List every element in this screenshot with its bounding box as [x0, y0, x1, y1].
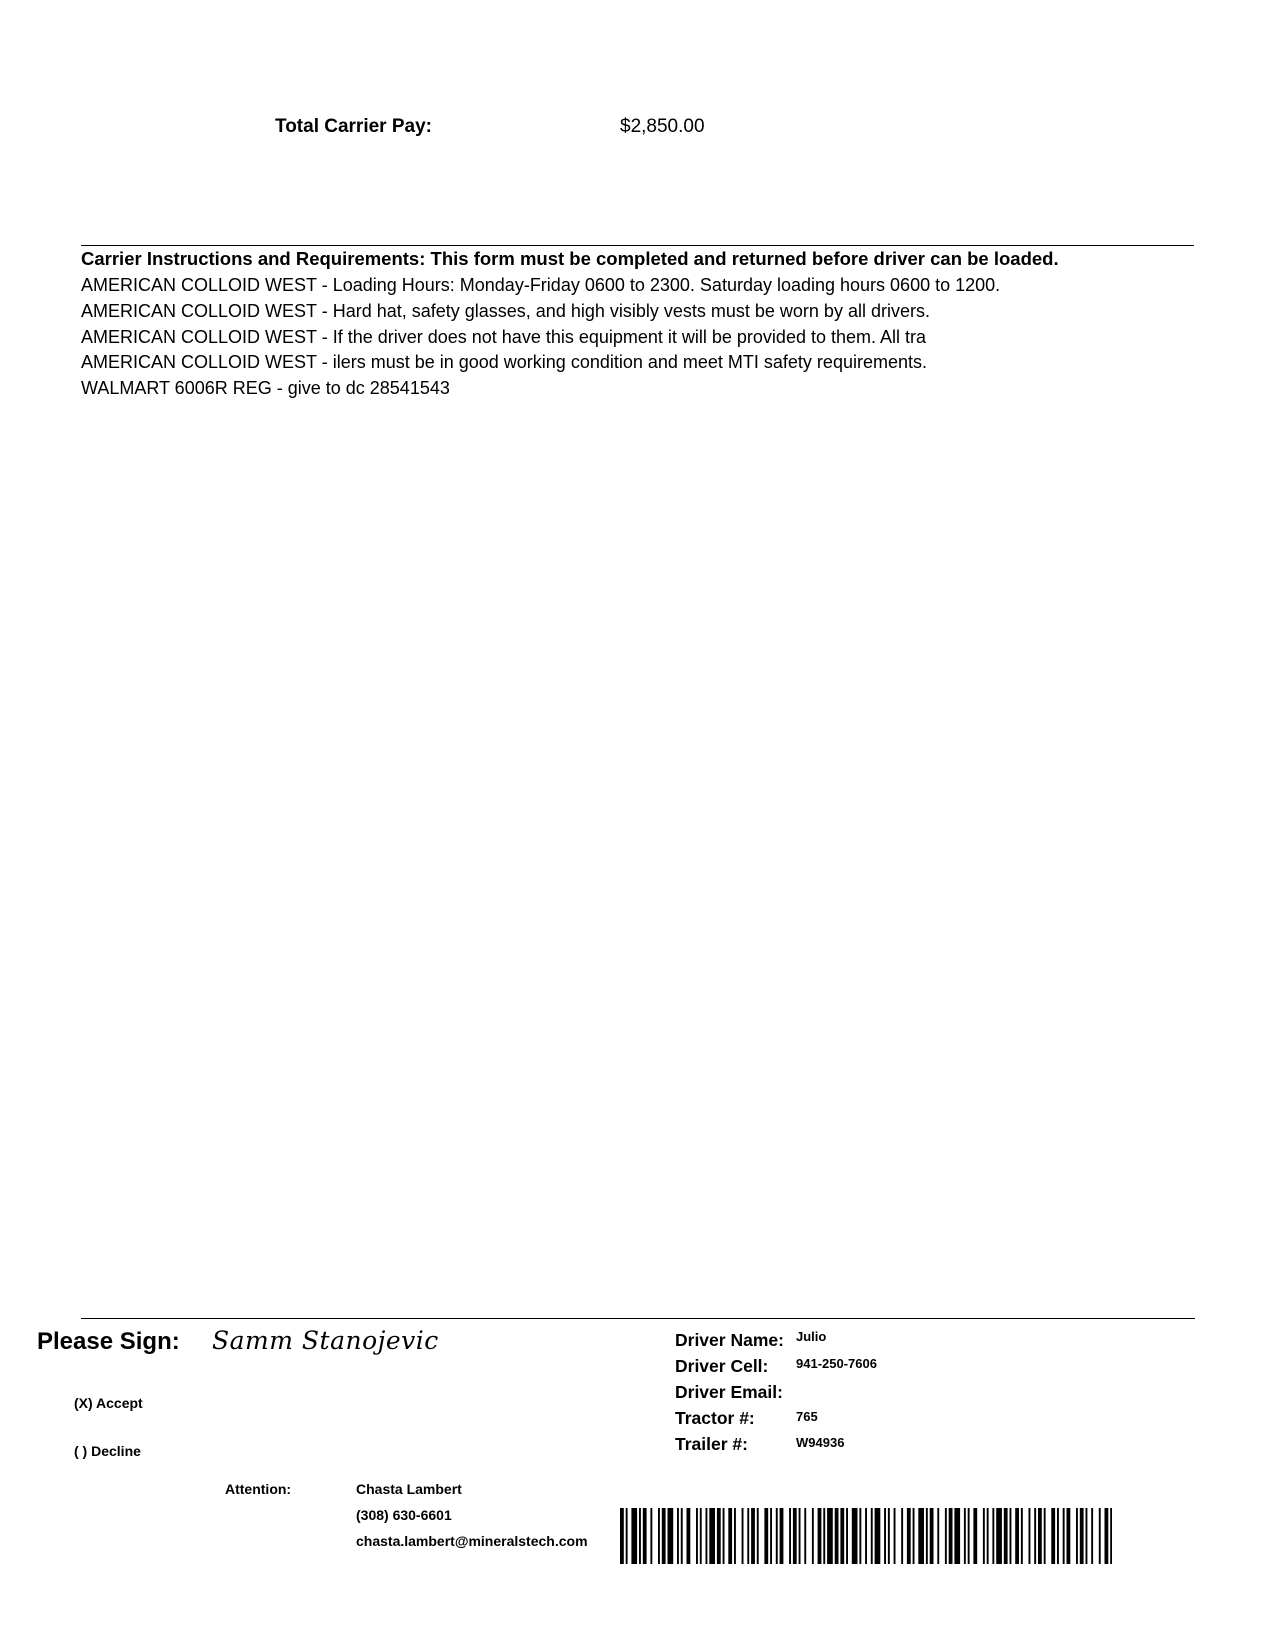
barcode-bar — [945, 1508, 947, 1564]
barcode-bar — [757, 1508, 759, 1564]
barcode-bar — [717, 1508, 721, 1564]
instruction-line: AMERICAN COLLOID WEST - Hard hat, safety glasses, and high visibly vests must be worn by all drivers. — [81, 300, 930, 321]
trailer-value: W94936 — [796, 1435, 845, 1450]
barcode-bar — [987, 1508, 989, 1564]
total-carrier-pay-value: $2,850.00 — [620, 116, 705, 137]
barcode-bar — [776, 1508, 778, 1564]
decline-option[interactable]: ( ) Decline — [74, 1443, 141, 1459]
tractor-value: 765 — [796, 1409, 818, 1424]
barcode-bar — [770, 1508, 772, 1564]
barcode-bar — [789, 1508, 791, 1564]
signature-image: Samm Stanojevic — [212, 1326, 439, 1355]
barcode-bar — [658, 1508, 660, 1564]
barcode-bar — [1015, 1508, 1019, 1564]
barcode-bar — [650, 1508, 652, 1564]
signature-top-rule — [81, 1318, 1195, 1319]
barcode-bar — [764, 1508, 768, 1564]
barcode-bar — [852, 1508, 858, 1564]
barcode-bar — [1029, 1508, 1031, 1564]
barcode-bar — [1051, 1508, 1055, 1564]
barcode-bar — [823, 1508, 825, 1564]
instructions-top-rule — [81, 245, 1194, 246]
barcode-bar — [888, 1508, 890, 1564]
barcode-bar — [968, 1508, 970, 1564]
instruction-line: AMERICAN COLLOID WEST - Loading Hours: Monday-Friday 0600 to 2300. Saturday loading hours 0600 to 1200. — [81, 275, 1001, 295]
barcode-bar — [930, 1508, 934, 1564]
barcode-bar — [983, 1508, 985, 1564]
barcode-bar — [728, 1508, 732, 1564]
barcode-bar — [1076, 1508, 1078, 1564]
barcode-bar — [700, 1508, 702, 1564]
barcode-bar — [681, 1508, 683, 1564]
instructions-list — [81, 273, 1081, 402]
barcode-bar — [1099, 1508, 1101, 1564]
barcode-bar — [875, 1508, 881, 1564]
barcode-bar — [859, 1508, 861, 1564]
barcode-bar — [804, 1508, 806, 1564]
barcode-bar — [840, 1508, 844, 1564]
driver-cell-value: 941-250-7606 — [796, 1356, 877, 1371]
barcode-bar — [1057, 1508, 1059, 1564]
barcode-bar — [668, 1508, 674, 1564]
barcode-bar — [747, 1508, 749, 1564]
driver-email-label: Driver Email: — [675, 1382, 783, 1402]
barcode-bar — [1038, 1508, 1042, 1564]
barcode-bar — [964, 1508, 966, 1564]
barcode-bar — [793, 1508, 797, 1564]
barcode-bar — [1034, 1508, 1036, 1564]
driver-cell-label: Driver Cell: — [675, 1356, 769, 1376]
barcode-bar — [818, 1508, 822, 1564]
barcode-bar — [973, 1508, 977, 1564]
barcode-bar — [751, 1508, 755, 1564]
attention-label: Attention: — [225, 1481, 292, 1497]
barcode-bar — [742, 1508, 744, 1564]
barcode-bar — [626, 1508, 628, 1564]
barcode-bar — [780, 1508, 784, 1564]
barcode-bar — [884, 1508, 886, 1564]
barcode-bar — [709, 1508, 715, 1564]
barcode-bar — [706, 1508, 708, 1564]
barcode-bar — [799, 1508, 801, 1564]
barcode-bar — [1091, 1508, 1093, 1564]
barcode-bar — [827, 1508, 833, 1564]
accept-option[interactable]: (X) Accept — [74, 1395, 143, 1411]
barcode-bar — [643, 1508, 647, 1564]
barcode-bar — [918, 1508, 924, 1564]
barcode-bar — [1067, 1508, 1071, 1564]
barcode-bar — [696, 1508, 698, 1564]
driver-name-label: Driver Name: — [675, 1330, 784, 1350]
barcode-bar — [1021, 1508, 1023, 1564]
barcode-bar — [1063, 1508, 1065, 1564]
barcode-bar — [1044, 1508, 1046, 1564]
barcode-bar — [687, 1508, 691, 1564]
barcode-image — [620, 1508, 1112, 1564]
barcode-bar — [865, 1508, 867, 1564]
barcode-bar — [937, 1508, 939, 1564]
barcode-bar — [1086, 1508, 1088, 1564]
barcode-bar — [949, 1508, 953, 1564]
barcode-bar — [992, 1508, 994, 1564]
barcode-bar — [812, 1508, 814, 1564]
attention-email: chasta.lambert@mineralstech.com — [356, 1533, 588, 1549]
barcode-bar — [723, 1508, 725, 1564]
attention-phone: (308) 630-6601 — [356, 1507, 452, 1523]
barcode-bar — [913, 1508, 915, 1564]
instruction-line: AMERICAN COLLOID WEST - ilers must be in good working condition and meet MTI safety requirements. — [81, 352, 927, 373]
barcode-bar — [734, 1508, 736, 1564]
total-carrier-pay-label: Total Carrier Pay: — [275, 116, 432, 137]
barcode-bar — [901, 1508, 903, 1564]
barcode-bar — [871, 1508, 873, 1564]
barcode-bar — [1004, 1508, 1008, 1564]
tractor-label: Tractor #: — [675, 1408, 755, 1428]
barcode-bar — [835, 1508, 839, 1564]
attention-name: Chasta Lambert — [356, 1481, 462, 1497]
trailer-label: Trailer #: — [675, 1434, 748, 1454]
barcode-bar — [996, 1508, 1002, 1564]
instruction-line: AMERICAN COLLOID WEST - If the driver does not have this equipment it will be provided to them. All tra — [81, 326, 927, 347]
please-sign-label: Please Sign: — [37, 1328, 180, 1355]
barcode-bar — [662, 1508, 666, 1564]
barcode-bar — [1080, 1508, 1084, 1564]
barcode-bar — [926, 1508, 928, 1564]
barcode-bar — [620, 1508, 624, 1564]
driver-name-value: Julio — [796, 1329, 827, 1344]
barcode-bar — [1105, 1508, 1109, 1564]
barcode-bar — [907, 1508, 911, 1564]
barcode-bar — [1110, 1508, 1112, 1564]
barcode-bar — [954, 1508, 960, 1564]
barcode-bar — [631, 1508, 637, 1564]
instruction-line: WALMART 6006R REG - give to dc 28541543 — [81, 378, 450, 399]
barcode-bar — [846, 1508, 848, 1564]
barcode-bar — [677, 1508, 679, 1564]
barcode-bar — [894, 1508, 896, 1564]
instructions-heading: Carrier Instructions and Requirements: This form must be completed and returned before driver can be loaded. — [81, 248, 1059, 269]
barcode-bar — [639, 1508, 641, 1564]
barcode-bar — [1010, 1508, 1012, 1564]
